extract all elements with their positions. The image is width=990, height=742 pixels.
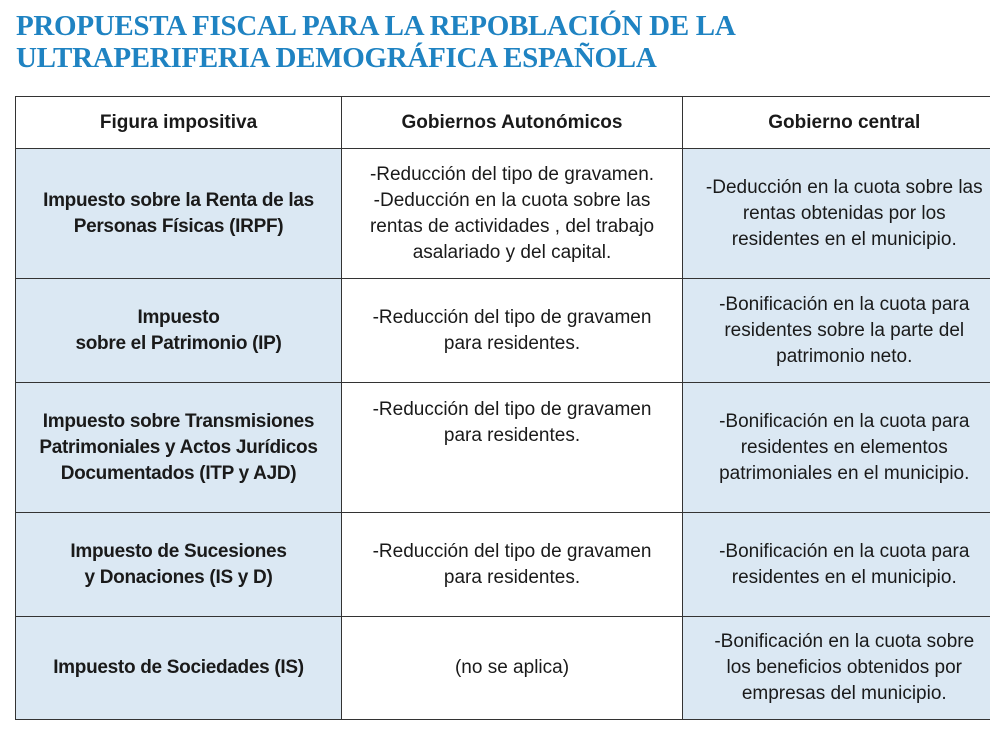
- page-title: [16, 10, 976, 74]
- autonomicos-cell: (no se aplica): [342, 617, 683, 720]
- figura-cell: Impuesto sobre Transmisiones Patrimoniales y Actos Jurídicos Documentados (ITP y AJD): [16, 383, 342, 513]
- central-cell: -Deducción en la cuota sobre las rentas obtenidas por los residentes en el municipio.: [683, 149, 990, 279]
- central-cell: -Bonificación en la cuota para residentes en elementos patrimoniales en el municipio.: [683, 383, 990, 513]
- table-row: [16, 149, 990, 279]
- figura-cell: Impuesto de Sucesiones y Donaciones (IS y D): [16, 513, 342, 617]
- autonomicos-cell: -Reducción del tipo de gravamen para residentes.: [342, 383, 683, 513]
- autonomicos-cell: -Reducción del tipo de gravamen para residentes.: [342, 279, 683, 383]
- central-cell: -Bonificación en la cuota sobre los beneficios obtenidos por empresas del municipio.: [683, 617, 990, 720]
- header-figura: Figura impositiva: [16, 97, 342, 149]
- tax-proposal-table: [15, 96, 990, 720]
- autonomicos-cell: -Reducción del tipo de gravamen. -Deducción en la cuota sobre las rentas de actividades , del trabajo asalariado y del capital.: [342, 149, 683, 279]
- table-row: [16, 383, 990, 513]
- table-header-row: [16, 97, 990, 149]
- table-row: [16, 279, 990, 383]
- autonomicos-cell: -Reducción del tipo de gravamen para residentes.: [342, 513, 683, 617]
- figura-cell: Impuesto sobre el Patrimonio (IP): [16, 279, 342, 383]
- table-row: [16, 513, 990, 617]
- header-autonomicos: Gobiernos Autonómicos: [342, 97, 683, 149]
- figura-cell: Impuesto de Sociedades (IS): [16, 617, 342, 720]
- title-line-1: PROPUESTA FISCAL PARA LA REPOBLACIÓN DE LA: [16, 10, 736, 42]
- table-row: [16, 617, 990, 720]
- title-line-2: ULTRAPERIFERIA DEMOGRÁFICA ESPAÑOLA: [16, 42, 657, 74]
- central-cell: -Bonificación en la cuota para residentes sobre la parte del patrimonio neto.: [683, 279, 990, 383]
- figura-cell: Impuesto sobre la Renta de las Personas Físicas (IRPF): [16, 149, 342, 279]
- central-cell: -Bonificación en la cuota para residentes en el municipio.: [683, 513, 990, 617]
- header-central: Gobierno central: [683, 97, 990, 149]
